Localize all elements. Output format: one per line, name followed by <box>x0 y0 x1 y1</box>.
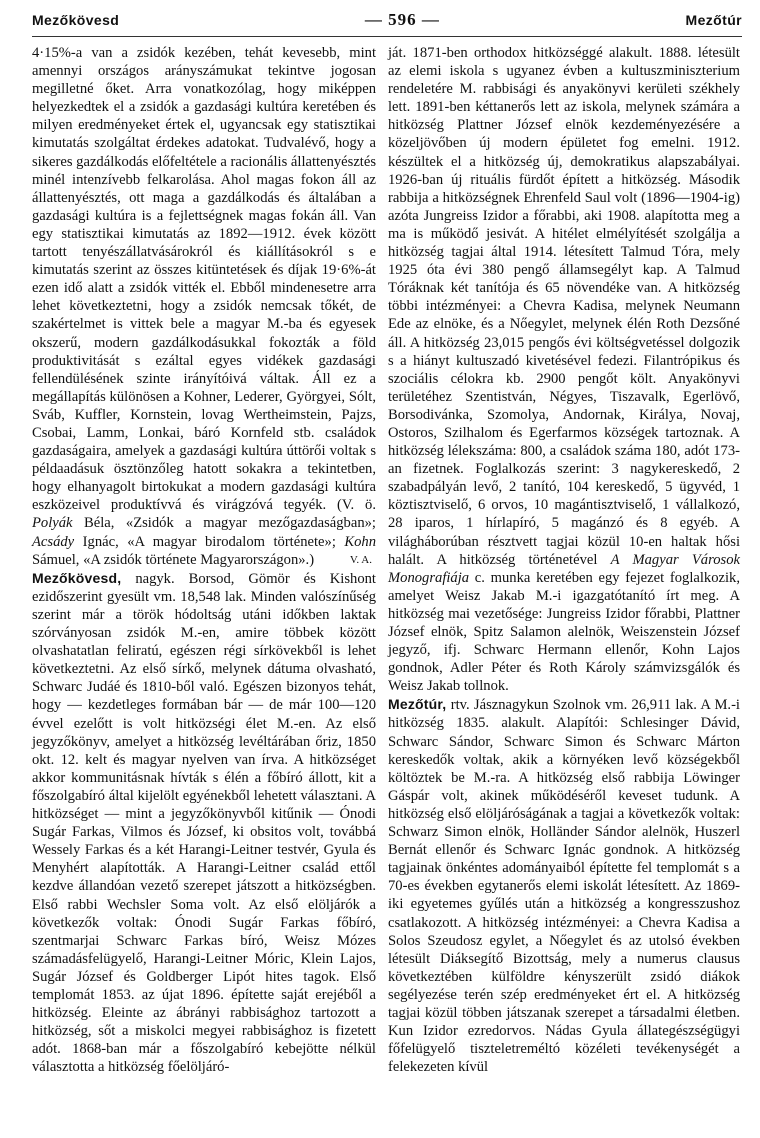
entry-mezokovesd <box>32 569 376 1077</box>
continued-text-2: c. munka keretében egy fejezet foglalkozik, amelyet Weisz Jakab M.-i igazgatótanító írt meg. A hitközség mai vezetősége: Jungreiss Izidor főrabbi, Plattner József elnök, Spitz Salamon alelnök, Weiszenstein József jegyző, ifj. Schwarc Hermann ellenőr, Kohn Lajos gondnok, Adler Péter és Roth Károly számvizsgálók és Weisz Jakab tollnok. <box>388 569 740 695</box>
header-rule <box>32 36 742 37</box>
entry-text-mezotur: rtv. Jásznagykun Szolnok vm. 26,911 lak. A M.-i hitközség 1835. alakult. Alapítói: Schlesinger Dávid, Schwarc Sándor, Schwarc Simon és Schwarc Márton kereskedők voltak, akik a környéken levő községekből költöztek be M.-ra. A hitközség első rabbija Löwinger Gáspár volt, akinek működéséről keveset tudunk. A hitközség első elöljáróságának a tagjai a következők voltak: Schwarz Simon elnök, Holländer Sándor alelnök, Huszerl Bernát ellenőr és Schwarc Ignác gondnok. A hitközség tagjainak önkéntes adományaiból építette fel templomát s a 70-es években egytanerős elemi iskolát létesített. Az 1869-iki egyetemes gyűlés után a hitközség a kongresszushoz csatlakozott. A hitközség intézményei: a Chevra Kadisa a Solos Szeudosz egylet, a Nőegylet és az utolsó években létesült Diáksegítő Bizottság, mely a numerus clausus következtében külföldre kényszerült zsidó diákok segélyezése terén szép eredményeket ért el. A hitközség tagjai közül többen játszanak szerepet a társadalmi életben. Kun Izidor ezredorvos. Nádas Gyula állategészségügyi főfelügyelő tiszteletreméltó közéleti tevékenységét a felekezeten kívül <box>388 697 740 1076</box>
entry-keyword-mezokovesd: Mezőkövesd, <box>32 569 122 586</box>
right-column <box>388 44 740 1076</box>
entry-keyword-mezotur: Mezőtúr, <box>388 696 447 713</box>
ref-author-kohn: Kohn <box>344 533 376 550</box>
header-left-keyword: Mezőkövesd <box>32 12 120 28</box>
book-title: A Magyar Városok Monografiája <box>388 551 740 586</box>
ref-author-acsady: Acsády <box>32 533 75 550</box>
entry-mezotur <box>388 695 740 1076</box>
header-right-keyword: Mezőtúr <box>685 12 742 28</box>
ref-text-3: Sámuel, «A zsidók története Magyarországon».) <box>32 551 315 568</box>
author-signature: V. A. <box>349 553 372 566</box>
ref-text-1: Béla, «Zsidók a magyar mezőgazdaságban»; <box>84 515 376 532</box>
entry-mezokovesd-continued <box>388 44 740 695</box>
page-header <box>32 6 742 34</box>
article-continuation <box>32 44 376 569</box>
ref-author-polyak: Polyák <box>32 515 73 532</box>
continued-text: ját. 1871-ben orthodox hitközséggé alakult. 1888. létesült az elemi iskola s ugyanez évben a kultuszminiszterium rendeletére M. rabbisági és anyakönyvi kerületi székhely lett. 1891-ben kéttanerős lett az iskola, melynek számára a hitközség Plattner József elnök kezdeményezésére a közeljövőben új modern épületet fog emelni. 1912. készültek el a hitközség új, demokratikus alapszabályai. 1926-ban új rituális fürdőt épített a hitközség. Második rabbija a hitközségnek Ehrenfeld Saul volt (1896—1904-ig) azóta Jungreiss Izidor a főrabbi, aki 1908. alapította meg a ma is működő jesivát. A hitélet elmélyítését szolgálja a hitközség tagjai által 1914. létesített Talmud Tóra, mely 1925 óta évi 380 pengő államsegélyt kap. A Talmud Tóráknak két tanítója és 65 növendéke van. A hitközség többi intézményei: a Chevra Kadisa, melynek Neumann Ede az elnöke, és a Nőegylet, melynek élén Roth Dezsőné áll. A hitközség 23,015 pengős évi költségvetéssel dolgozik s a hiányt kultuszadó kivetésével fedezi. Filantrópikus és szociális célokra kb. 2900 pengőt költ. Anyakönyvi területéhez Szentistván, Négyes, Tiszavalk, Egerlövő, Borsodivánka, Szomolya, Andornak, Királya, Novaj, Ostoros, Szilhalom és Egerfarmos községek tartoznak. A hitközség lélekszáma: 800, a családok száma 180, adót 173-an fizetnek. Foglalkozás szerint: 3 nagykereskedő, 2 szabadpályán levő, 2 tanító, 104 kereskedő, 5 ügyvéd, 1 köztisztviselő, 6 orvos, 10 magántisztviselő, 1 vállalkozó, 28 iparos, 1 hírlapíró, 5 magánzó és 8 egyéb. A világháborúban résztvett tagjai közül 10-en haltak hősi halált. A hitközség történetével <box>388 45 740 568</box>
left-column <box>32 44 376 1076</box>
page-number: — 596 — <box>364 10 440 29</box>
ref-text-2: Ignác, «A magyar birodalom története»; <box>82 533 336 550</box>
continuation-text: 4·15%-a van a zsidók kezében, tehát kevesebb, mint amennyi országos arányszámukat tekintve jogosan megilletné őket. Arra vonatkozólag, hogy miképpen helyezkedtek el a zsidók a gazdasági kultúra keretében és milyen eredményeket értek el, ugyancsak egy statisztikai kimutatás szolgáltat érdekes adatokat. Tudvalévő, hogy a sikeres gazdálkodás előfeltétele a racionális állattenyésztés minél intenzívebb felkarolása. Ahol magas fokon áll az állattenyésztés, ott maga a gazdálkodás és általában a gazdasági kultúra is a fejlettségnek magas fokán áll. Van egy statisztikai kimutatás az 1892—1912. évek között tartott tenyészállatvásárokról és kiállításokról s e kimutatás szerint az összes kitüntetések és díjak 19·6%-át ezen idő alatt a zsidók vitték el. Ebből mindenesetre arra lehet következtetni, hogy a zsidók nemcsak tőkét, de szakértelmet is vittek bele a magyar M.-ba és egyesek okszerű, modern gazdálkodásukkal fokozták a föld produktivitását s ezáltal egyes vidékek gazdasági fellendülésének szinte irányítóivá váltak. Áll ez a megállapítás különösen a Kohner, Lederer, Györgyei, Sólt, Sváb, Kuffler, Kornstein, lovag Wertheimstein, Pajzs, Csobai, Lamm, Lonkai, báró Kornfeld stb. családok gazdaságaira, amelyek a gazdasági kultúra úttörői voltak s példaadásuk ösztönzőleg hatott sokakra a tekintetben, hogy elhanyagolt birtokukat a modern gazdasági kultúra eszközeivel produktívvá és virágzóvá tegyék. (V. ö. <box>32 45 377 514</box>
entry-text-mezokovesd: nagyk. Borsod, Gömör és Kishont ezidőszerint gyesült vm. 18,548 lak. Minden valószínűség szerint már a török hódoltság utáni időkben laktak szórványosan zsidók M.-en, amire többek között olvashatatlan feliratú, egészen régi sírkövekből is lehet következtetni. Az első sírkő, melynek dátuma olvasható, Schwarc Judáé és 1810-ből való. Egészen bizonyos tehát, hogy — kezdetleges formában bár — de már 100—120 évvel ezelőtt is volt hitközségi élet M.-en. Az első jegyzőkönyv, amelyet a hitközség levéltárában őriz, 1850 okt. 12. kelt és magyar nyelven van írva. A hitközséget akkor kommunitásnak hívták s élén a főbíró állott, kit a főszolgabíró által kijelölt egyénekből lehetett választani. A hitközséget — mint a jegyzőkönyvből kitűnik — Ónodi Sugár Farkas, Vilmos és József, ki obsitos volt, továbbá Wessely Farkas és a két Harangi-Leitner testvér, Gyula és Menyhért alapították. A Harangi-Leitner család ettől kezdve állandóan vezető szerepet játszott a hitközségben. Első rabbi Wechsler Soma volt. Az első elöljárók a következők voltak: Ónodi Sugár Farkas főbíró, szentmarjai Schwarc Farkas bíró, Weisz Mózes számadásfelügyelő, Harangi-Leitner Móric, Klein Lajos, Sugár József és Goldberger Lipót hites tagok. Első templomát 1853. az újat 1896. építette saját erejéből a hitközség. Eleinte az ábrányi rabbisághoz tartozott a hitközség, sőt a miskolci megyei rabbisághoz is fizetett adót. 1868-ban már a főszolgabíró kebejötte nélkül választotta a hitközség főelöljáró- <box>32 570 376 1076</box>
